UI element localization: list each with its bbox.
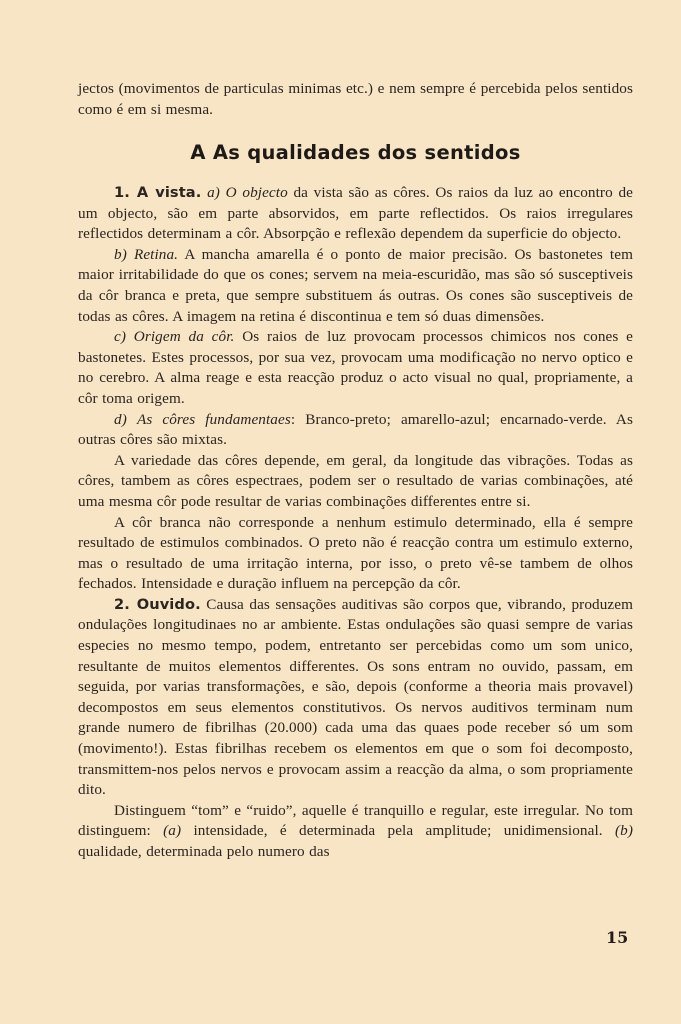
- ouvido-paragraph-2: [78, 801, 633, 863]
- vista-a-title: O objecto: [225, 184, 288, 201]
- ouvido-p2-end: qualidade, determinada pelo numero das: [78, 843, 330, 860]
- ouvido-p2-a: (a): [163, 822, 182, 840]
- vista-c-title: Origem da côr.: [133, 328, 235, 346]
- vista-paragraph-c: [78, 327, 633, 409]
- vista-b-text: A mancha amarella é o ponto de maior precisão. Os bastonetes tem maior irritabilidade do que os cones; servem na meia-escuridão, mas são só susceptiveis da côr branca e preta, que sempre substituem ás outras. Os cones são susceptiveis de todas as côres. A imagem na retina é discontinua e tem só duas dimensões.: [78, 245, 633, 325]
- vista-d-text: : Branco-preto; amarello-azul; encarnado-verde. As outras côres são mixtas.: [78, 410, 634, 449]
- vista-b-title: Retina.: [133, 245, 179, 263]
- ouvido-p2-b: (b): [615, 822, 634, 840]
- continuation-paragraph: [78, 79, 633, 120]
- vista-paragraph-branca: A côr branca não corresponde a nenhum estimulo determinado, ella é sempre resultado de estimulos combinados. O preto não é reacção contra um estimulo externo, mas o resultado de uma irritação interna, por isso, o preto vê-se tambem de olhos fechados. Intensidade e duração influem na percepção da côr.: [78, 513, 633, 593]
- vista-d-title: As côres fundamentaes: [136, 410, 291, 428]
- vista-c-label: c): [114, 328, 126, 346]
- ouvido-p2-start: Distinguem “tom” e “ruido”, aquelle é tranquillo e regular, este irregular. No tom distinguem:: [78, 801, 633, 840]
- vista-paragraph-d: [78, 410, 633, 451]
- page-number: 15: [606, 928, 629, 947]
- continuation-text: jectos (movimentos de particulas minimas etc.) e nem sempre é percebida pelos sentidos como é em si mesma.: [78, 80, 633, 118]
- vista-d-label: d): [114, 410, 127, 428]
- section-body: [78, 183, 633, 863]
- vista-paragraph-b: [78, 245, 633, 327]
- vista-a-text: da vista são as côres. Os raios da luz ao encontro de um objecto, são em parte absorvidos, em parte reflectidos. Os raios irregulares reflectidos determinam a côr. Absorpção e reflexão dependem da superficie do objecto.: [78, 184, 633, 243]
- vista-paragraph-a: [78, 183, 633, 245]
- vista-c-text: Os raios de luz provocam processos chimicos nos cones e bastonetes. Estes processos, por sua vez, provocam uma modificação no nervo optico e no cerebro. A alma reage e esta reacção produz o acto visual no qual, propriamente, a côr toma origem.: [78, 328, 633, 407]
- ouvido-p2-mid: intensidade, é determinada pela amplitude; unidimensional.: [181, 822, 615, 840]
- vista-paragraph-variedade: A variedade das côres depende, em geral, da longitude das vibrações. Todas as côres, tambem as côres espectraes, podem ser o resultado de varias combinações, até uma mesma côr pode resultar de varias combinações differentes entre si.: [78, 451, 633, 510]
- vista-heading: 1. A vista.: [114, 184, 202, 201]
- section-title: A As qualidades dos sentidos: [190, 141, 521, 164]
- vista-b-label: b): [114, 245, 127, 263]
- ouvido-heading: 2. Ouvido.: [114, 595, 201, 613]
- ouvido-paragraph-1: [78, 595, 633, 801]
- ouvido-text: Causa das sensações auditivas são corpos que, vibrando, produzem ondulações longitudinaes no ar ambiente. Estas ondulações são quasi sempre de varias especies no mesmo tempo, podem, entretanto ser percebidas como um som unico, resultante de muitos elementos differentes. Os sons entram no ouvido, passam, em seguida, por varias transformações, e são, depois (conforme a theoria mais provavel) decompostos em seus elementos constitutivos. Os nervos auditivos terminam num grande numero de fibrilhas (20.000) cada uma das quaes pode receber só um som (movimento!). Estas fibrilhas recebem os elementos em que o som foi decomposto, transmittem-nos pelos nervos e provocam assim a reacção da alma, o som propriamente dito.: [78, 595, 634, 799]
- vista-a-label: a): [207, 184, 220, 201]
